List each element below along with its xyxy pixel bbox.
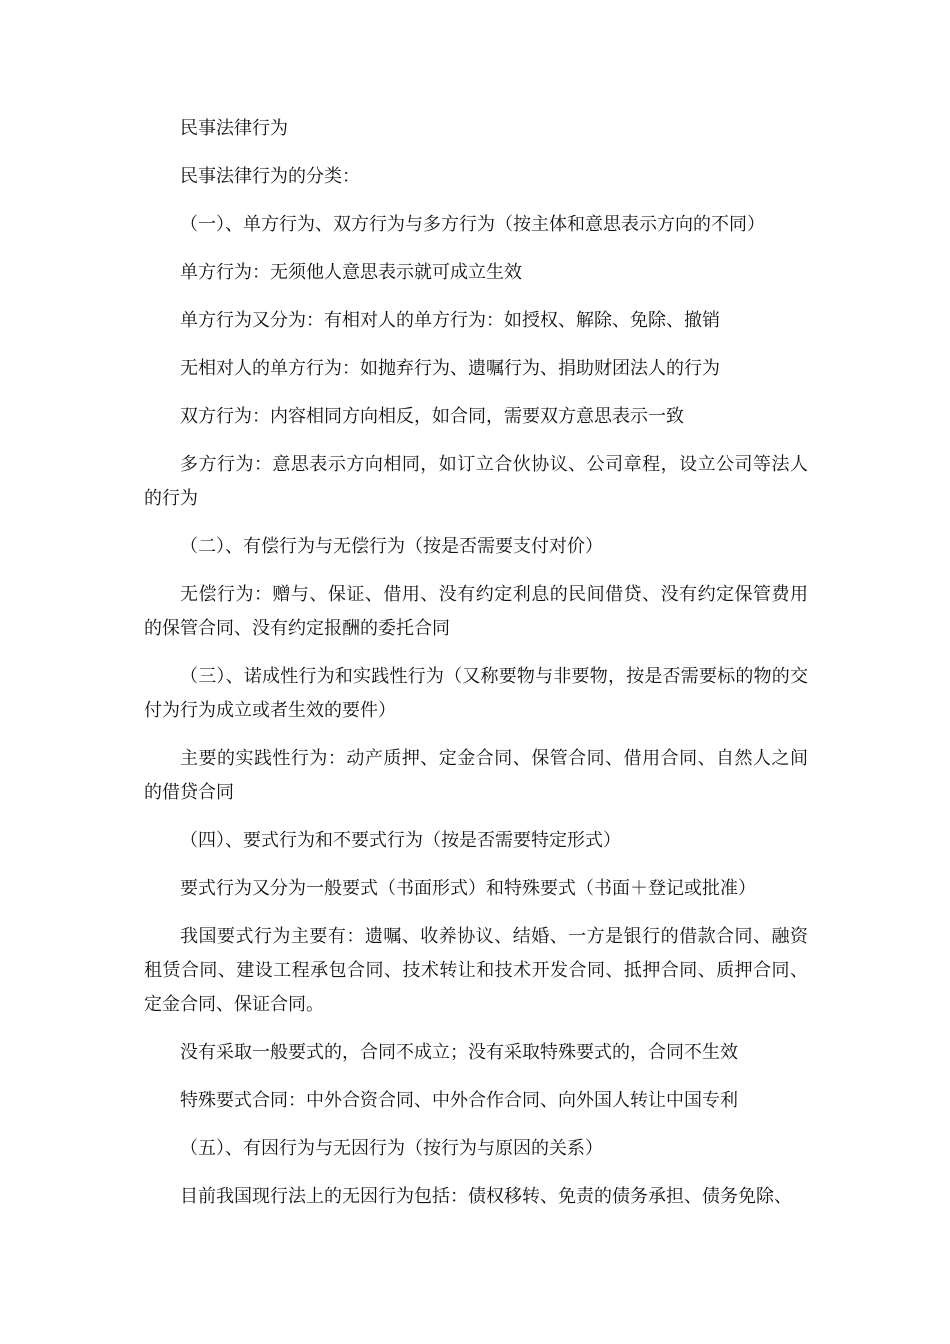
section-heading-5: （五）、有因行为与无因行为（按行为与原因的关系） bbox=[180, 1138, 603, 1159]
section-heading-4: （四）、要式行为和不要式行为（按是否需要特定形式） bbox=[180, 830, 621, 851]
section-heading-1: （一）、单方行为、双方行为与多方行为（按主体和意思表示方向的不同） bbox=[180, 214, 765, 235]
paragraph: 多方行为：意思表示方向相同，如订立合伙协议、公司章程，设立公司等法人的行为 bbox=[144, 454, 808, 509]
section-heading-2: （二）、有偿行为与无偿行为（按是否需要支付对价） bbox=[180, 536, 603, 557]
paragraph: 主要的实践性行为：动产质押、定金合同、保管合同、借用合同、自然人之间的借贷合同 bbox=[144, 748, 808, 803]
document-title: 民事法律行为 bbox=[180, 118, 288, 139]
paragraph: 目前我国现行法上的无因行为包括：债权移转、免责的债务承担、债务免除、 bbox=[180, 1186, 792, 1207]
section-intro: 民事法律行为的分类： bbox=[180, 166, 360, 187]
paragraph: 单方行为又分为：有相对人的单方行为：如授权、解除、免除、撤销 bbox=[180, 310, 720, 331]
section-heading-3: （三）、诺成性行为和实践性行为（又称要物与非要物，按是否需要标的物的交付为行为成立或者生效的要件） bbox=[144, 666, 808, 721]
document-body bbox=[144, 112, 808, 1228]
paragraph: 无相对人的单方行为：如抛弃行为、遗嘱行为、捐助财团法人的行为 bbox=[180, 358, 720, 379]
paragraph: 双方行为：内容相同方向相反，如合同，需要双方意思表示一致 bbox=[180, 406, 684, 427]
paragraph: 单方行为：无须他人意思表示就可成立生效 bbox=[180, 262, 522, 283]
paragraph: 我国要式行为主要有：遗嘱、收养协议、结婚、一方是银行的借款合同、融资租赁合同、建设工程承包合同、技术转让和技术开发合同、抵押合同、质押合同、定金合同、保证合同。 bbox=[144, 926, 808, 1015]
paragraph: 没有采取一般要式的，合同不成立；没有采取特殊要式的，合同不生效 bbox=[180, 1042, 738, 1063]
paragraph: 无偿行为：赠与、保证、借用、没有约定利息的民间借贷、没有约定保管费用的保管合同、没有约定报酬的委托合同 bbox=[144, 584, 808, 639]
paragraph: 特殊要式合同：中外合资合同、中外合作合同、向外国人转让中国专利 bbox=[180, 1090, 738, 1111]
paragraph: 要式行为又分为一般要式（书面形式）和特殊要式（书面＋登记或批准） bbox=[180, 878, 756, 899]
